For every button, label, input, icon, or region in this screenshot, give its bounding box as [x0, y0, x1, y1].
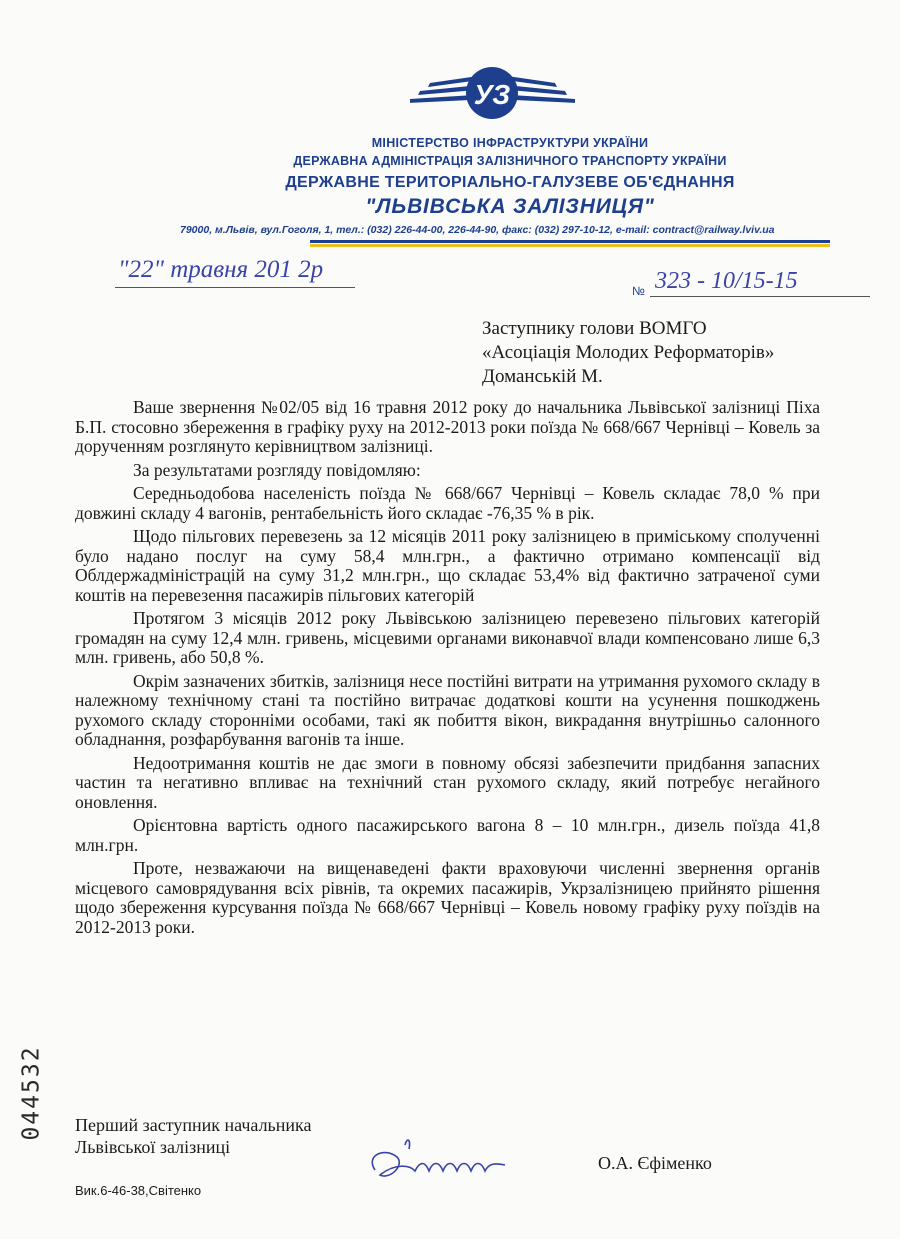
header-stripe-blue	[310, 240, 830, 243]
letter-body	[75, 398, 820, 941]
uz-logo	[410, 55, 575, 130]
letterhead-address: 79000, м.Львів, вул.Гоголя, 1, тел.: (032) 226-44-00, 226-44-90, факс: (032) 297-10-12, e-mail: contract@railway.lviv.ua	[180, 224, 775, 236]
association-name: ДЕРЖАВНЕ ТЕРИТОРІАЛЬНО-ГАЛУЗЕВЕ ОБ'ЄДНАННЯ	[285, 174, 735, 191]
addressee-line: «Асоціація Молодих Реформаторів»	[482, 342, 775, 363]
railway-name: "ЛЬВІВСЬКА ЗАЛІЗНИЦЯ"	[365, 195, 655, 218]
executor-note: Вик.6-46-38,Світенко	[75, 1183, 202, 1198]
paragraph: Окрім зазначених збитків, залізниця несе постійні витрати на утримання рухомого складу в належному технічному стані та постійно витрачає додаткові кошти на усунення пошкоджень рухомого складу сторонніми особами, такі як побиття вікон, викрадання внутрішньо салонного обладнання, розфарбування вагонів та інше.	[75, 670, 820, 749]
signatory-position	[75, 1114, 312, 1158]
letter-number: 323 - 10/15-15	[655, 268, 798, 294]
header-stripe-yellow	[310, 244, 830, 247]
paragraph: Середньодобова населеність поїзда № 668/667 Чернівці – Ковель складає 78,0 % при довжині складу 4 вагонів, рентабельність його складає -76,35 % в рік.	[75, 483, 820, 523]
number-underline	[650, 296, 870, 297]
date-underline	[115, 287, 355, 288]
paragraph: Орієнтовна вартість одного пасажирського вагона 8 – 10 млн.грн., дизель поїзда 41,8 млн.грн.	[75, 815, 820, 855]
signatory-name: О.А. Єфіменко	[598, 1153, 712, 1173]
paragraph: Протягом 3 місяців 2012 року Львівською залізницею перевезено пільгових категорій громадян на суму 12,4 млн. гривень, місцевими органами виконавчої влади компенсовано лише 6,3 млн. гривень, або 50,8 %.	[75, 608, 820, 667]
position-line: Перший заступник начальника	[75, 1115, 312, 1135]
paragraph: Щодо пільгових перевезень за 12 місяців 2011 року залізницею в приміському сполученні було надано послуг на суму 58,4 млн.грн., а фактично отримано компенсації від Облдержадміністрацій на суму 31,2 млн.грн., що складає 53,4% від фактично затраченої суми коштів на перевезення пасажирів пільгових категорій	[75, 526, 820, 605]
number-label: №	[632, 284, 645, 298]
paragraph: За результатами розгляду повідомляю:	[133, 459, 421, 480]
addressee-line: Доманській М.	[482, 366, 603, 387]
serial-number: 044532	[18, 1045, 45, 1141]
serial-stamp	[18, 1040, 62, 1150]
addressee-line: Заступнику голови ВОМГО	[482, 318, 707, 339]
letter-date: "22" травня 201 2р	[118, 256, 324, 283]
addressee-block	[482, 317, 774, 389]
paragraph: Ваше звернення №02/05 від 16 травня 2012 року до начальника Львівської залізниці Піха Б.П. стосовно збереження в графіку руху на 2012-2013 роки поїзда № 668/667 Чернівці – Ковель за дорученням розглянуто керівництвом залізниці.	[75, 397, 820, 456]
paragraph: Недоотримання коштів не дає змоги в повному обсязі забезпечити придбання запасних частин та негативно впливає на технічний стан рухомого складу, який потребує негайного оновлення.	[75, 752, 820, 812]
ministry-name: МІНІСТЕРСТВО ІНФРАСТРУКТУРИ УКРАЇНИ	[371, 136, 649, 150]
administration-name: ДЕРЖАВНА АДМІНІСТРАЦІЯ ЗАЛІЗНИЧНОГО ТРАНСПОРТУ УКРАЇНИ	[293, 154, 727, 168]
handwritten-signature	[355, 1135, 525, 1195]
logo-text: УЗ	[473, 79, 511, 110]
paragraph: Проте, незважаючи на вищенаведені факти враховуючи численні звернення органів місцевого самоврядування всіх рівнів, та окремих пасажирів, Укрзалізницею прийнято рішення щодо збереження курсування поїзда № 668/667 Чернівці – Ковель новому графіку руху поїздів на 2012-2013 роки.	[75, 858, 820, 937]
position-line: Львівської залізниці	[75, 1137, 231, 1157]
